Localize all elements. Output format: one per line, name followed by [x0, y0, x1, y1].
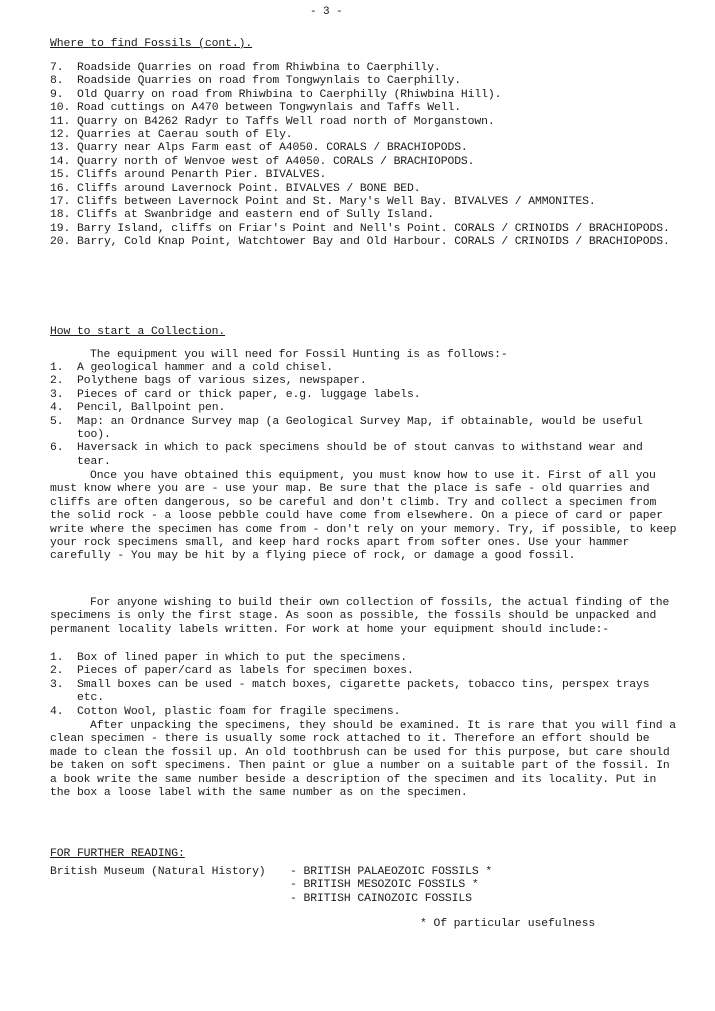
list-item-text: Small boxes can be used - match boxes, cigarette packets, tobacco tins, perspex trays etc. [77, 678, 650, 705]
list-item-text: Quarry near Alps Farm east of A4050. CORALS / BRACHIOPODS. [77, 142, 468, 155]
list-item-number: 16. [50, 182, 71, 195]
list-item [50, 402, 680, 415]
list-item [50, 236, 680, 249]
document-page [50, 0, 680, 1011]
list-item-text: Cliffs at Swanbridge and eastern end of Sully Island. [77, 209, 434, 222]
reading-list [50, 866, 680, 906]
list-item-number: 11. [50, 115, 71, 128]
list-item-text: Roadside Quarries on road from Rhiwbina to Caerphilly. [77, 62, 441, 74]
list-item [50, 89, 680, 102]
list-item [50, 652, 680, 665]
list-item [50, 142, 680, 155]
list-item-text: Pieces of paper/card as labels for specimen boxes. [77, 665, 414, 678]
list-item-text: Cliffs around Lavernock Point. BIVALVES / BONE BED. [77, 182, 421, 195]
list-item-number: 8. [50, 75, 64, 88]
list-item-number: 2. [50, 665, 64, 678]
list-item-text: Map: an Ordnance Survey map (a Geological Survey Map, if obtainable, would be useful too). [77, 415, 643, 442]
list-item-text: Polythene bags of various sizes, newspaper. [77, 375, 367, 388]
reading-title: - BRITISH CAINOZOIC FOSSILS [290, 892, 472, 905]
list-item [50, 116, 680, 129]
equipment-list [50, 362, 680, 469]
paragraph-home-collection: For anyone wishing to build their own collection of fossils, the actual finding of the specimens is only the first stage. As soon as possible, the fossils should be unpacked and permanent locality labels written. For work at home your equipment should include:- [50, 597, 670, 636]
list-item-text: Cotton Wool, plastic foam for fragile specimens. [77, 705, 401, 718]
list-item-number: 12. [50, 129, 71, 142]
list-item-text: Cliffs between Lavernock Point and St. Mary's Well Bay. BIVALVES / AMMONITES. [77, 196, 596, 209]
reading-source: British Museum (Natural History) [50, 866, 266, 878]
list-item-text: Roadside Quarries on road from Tongwynlais to Caerphilly. [77, 75, 461, 88]
list-item-number: 19. [50, 222, 71, 235]
list-item-text: Old Quarry on road from Rhiwbina to Caerphilly (Rhiwbina Hill). [77, 88, 502, 101]
list-item-text: Quarry north of Wenvoe west of A4050. CORALS / BRACHIOPODS. [77, 155, 475, 168]
list-item [50, 62, 680, 75]
reading-row [50, 893, 680, 906]
list-item-text: Pieces of card or thick paper, e.g. luggage labels. [77, 388, 421, 401]
list-item [50, 209, 680, 222]
collection-heading: How to start a Collection. [50, 326, 226, 338]
list-item-number: 17. [50, 196, 71, 209]
list-item [50, 196, 680, 209]
list-item-number: 14. [50, 155, 71, 168]
list-item-number: 10. [50, 102, 71, 115]
reading-row [50, 879, 680, 892]
list-item [50, 362, 680, 375]
equipment-intro: The equipment you will need for Fossil Hunting is as follows:- [90, 349, 508, 361]
list-item-number: 9. [50, 88, 64, 101]
where-heading: Where to find Fossils (cont.). [50, 38, 253, 50]
list-item [50, 75, 680, 88]
paragraph-field-advice: Once you have obtained this equipment, you must know how to use it. First of all you must know where you are - use your map. Be sure that the place is safe - old quarries and cliffs are often dangerous, so be careful and don't climb. Try and collect a specimen from the solid rock - a loose pebble could have come from elsewhere. On a piece of card or paper write where the specimen has come from - don't rely on your memory. Try, if possible, to keep your rock specimens small, and keep hard rocks apart from softer ones. Use your hammer carefully - You may be hit by a flying piece of rock, or damage a good fossil. [50, 470, 677, 563]
list-item-text: Quarries at Caerau south of Ely. [77, 129, 293, 142]
list-item-text: Box of lined paper in which to put the specimens. [77, 652, 408, 664]
list-item-number: 1. [50, 652, 64, 664]
list-item-number: 15. [50, 169, 71, 182]
list-item-text: Haversack in which to pack specimens should be of stout canvas to withstand wear and tear. [77, 442, 643, 468]
list-item-number: 2. [50, 375, 64, 388]
list-item [50, 416, 680, 443]
list-item [50, 129, 680, 142]
list-item-number: 3. [50, 678, 64, 691]
list-item [50, 442, 680, 469]
list-item-number: 1. [50, 362, 64, 374]
page-number: - 3 - [310, 6, 343, 18]
list-item [50, 665, 680, 678]
list-item-text: A geological hammer and a cold chisel. [77, 362, 333, 374]
reading-footnote: * Of particular usefulness [420, 918, 596, 930]
list-item-number: 4. [50, 402, 64, 415]
list-item [50, 156, 680, 169]
list-item-number: 13. [50, 142, 71, 155]
list-item-text: Pencil, Ballpoint pen. [77, 402, 226, 415]
list-item-number: 5. [50, 415, 64, 428]
list-item-number: 6. [50, 442, 64, 455]
list-item-number: 20. [50, 236, 71, 249]
list-item [50, 183, 680, 196]
list-item [50, 375, 680, 388]
list-item-number: 3. [50, 388, 64, 401]
list-item-text: Road cuttings on A470 between Tongwynlais and Taffs Well. [77, 102, 461, 115]
list-item-text: Cliffs around Penarth Pier. BIVALVES. [77, 169, 327, 182]
reading-heading: FOR FURTHER READING: [50, 848, 185, 860]
list-item [50, 223, 680, 236]
list-item-number: 4. [50, 705, 64, 718]
list-item [50, 679, 680, 706]
list-item [50, 169, 680, 182]
list-item [50, 389, 680, 402]
list-item [50, 706, 680, 719]
list-item-text: Quarry on B4262 Radyr to Taffs Well road north of Morganstown. [77, 115, 495, 128]
home-equipment-list [50, 652, 680, 719]
reading-title: - BRITISH PALAEOZOIC FOSSILS * [290, 866, 493, 878]
list-item-text: Barry, Cold Knap Point, Watchtower Bay and Old Harbour. CORALS / CRINOIDS / BRACHIOPODS. [77, 236, 670, 249]
list-item-number: 18. [50, 209, 71, 222]
reading-row [50, 866, 680, 879]
list-item-text: Barry Island, cliffs on Friar's Point and Nell's Point. CORALS / CRINOIDS / BRACHIOPODS. [77, 222, 670, 235]
list-item-number: 7. [50, 62, 64, 74]
paragraph-cleaning: After unpacking the specimens, they should be examined. It is rare that you will find a clean specimen - there is usually some rock attached to it. Therefore an effort should be made to clean the fossil up. An old toothbrush can be used for this purpose, but care should be taken on soft specimens. Then paint or glue a number on a suitable part of the fossil. In a book write the same number beside a description of the specimen and its locality. Put in the box a loose label with the same number as on the specimen. [50, 720, 676, 800]
where-list [50, 62, 680, 250]
list-item [50, 102, 680, 115]
reading-title: - BRITISH MESOZOIC FOSSILS * [290, 879, 479, 892]
